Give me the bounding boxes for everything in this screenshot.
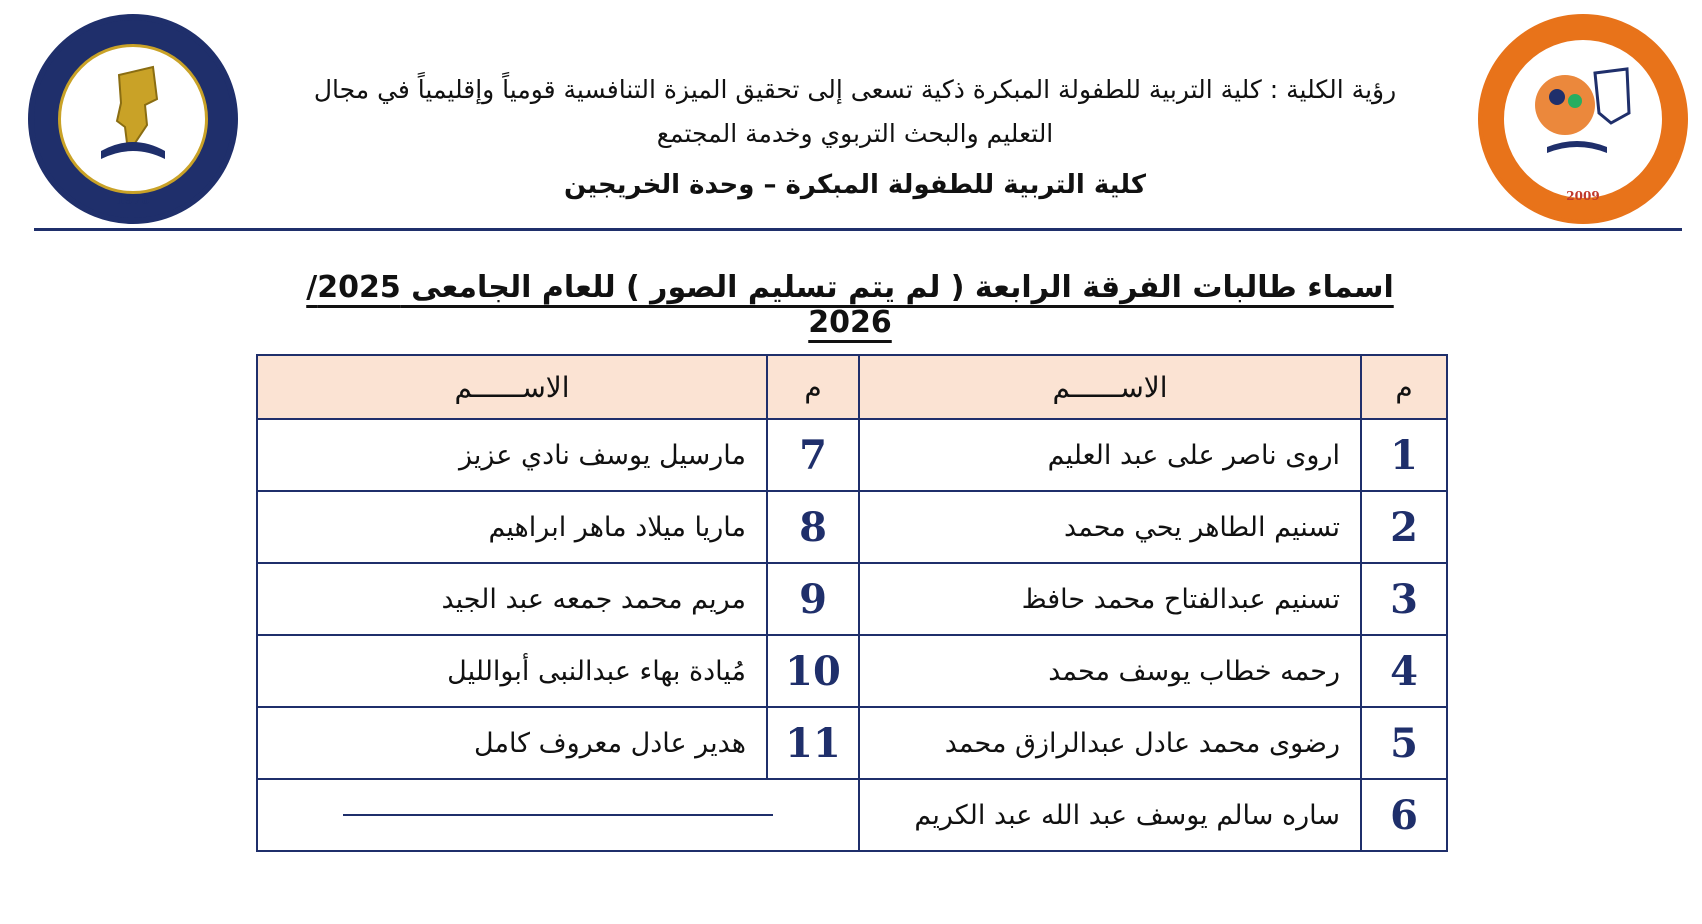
header-no-right: م xyxy=(1361,355,1447,419)
student-name: رضوى محمد عادل عبدالرازق محمد xyxy=(859,707,1361,779)
student-name: مريم محمد جمعه عبد الجيد xyxy=(257,563,767,635)
empty-cell xyxy=(257,779,859,851)
document-title: اسماء طالبات الفرقة الرابعة ( لم يتم تسليم الصور ) للعام الجامعى 2025/ 2026 xyxy=(306,270,1394,340)
row-number: 4 xyxy=(1361,635,1447,707)
student-name: تسنيم عبدالفتاح محمد حافظ xyxy=(859,563,1361,635)
vision-line-1: رؤية الكلية : كلية التربية للطفولة المبكرة ذكية تسعى إلى تحقيق الميزة التنافسية قومياً وإقليمياً في مجال xyxy=(313,75,1397,104)
founding-year: 1976 xyxy=(116,193,150,207)
header-name-left: الاســــــم xyxy=(257,355,767,419)
students-table xyxy=(256,354,1448,852)
faculty-vision xyxy=(250,68,1460,156)
row-number: 6 xyxy=(1361,779,1447,851)
vision-line-2: التعليم والبحث التربوي وخدمة المجتمع xyxy=(656,119,1054,148)
row-number: 11 xyxy=(767,707,859,779)
row-number: 10 xyxy=(767,635,859,707)
blank-line xyxy=(343,814,773,816)
student-name: اروى ناصر على عبد العليم xyxy=(859,419,1361,491)
table-header-row xyxy=(257,355,1447,419)
table-row xyxy=(257,491,1447,563)
student-name: هدير عادل معروف كامل xyxy=(257,707,767,779)
student-name: مُيادة بهاء عبدالنبى أبوالليل xyxy=(257,635,767,707)
header-name-right: الاســــــم xyxy=(859,355,1361,419)
row-number: 3 xyxy=(1361,563,1447,635)
minia-university-logo xyxy=(28,14,238,224)
children-book-icon xyxy=(1507,43,1659,195)
table-row xyxy=(257,635,1447,707)
faculty-emblem-icon xyxy=(1504,40,1662,203)
row-number: 1 xyxy=(1361,419,1447,491)
row-number: 8 xyxy=(767,491,859,563)
faculty-logo xyxy=(1478,14,1688,224)
table-row xyxy=(257,419,1447,491)
row-number: 7 xyxy=(767,419,859,491)
student-name: مارسيل يوسف نادي عزيز xyxy=(257,419,767,491)
student-name: رحمه خطاب يوسف محمد xyxy=(859,635,1361,707)
nefertiti-emblem-icon xyxy=(58,44,208,207)
header-no-left: م xyxy=(767,355,859,419)
student-name: تسنيم الطاهر يحي محمد xyxy=(859,491,1361,563)
table-row xyxy=(257,779,1447,851)
student-name: ساره سالم يوسف عبد الله عبد الكريم xyxy=(859,779,1361,851)
founding-year: 2009 xyxy=(1566,189,1600,203)
row-number: 5 xyxy=(1361,707,1447,779)
row-number: 9 xyxy=(767,563,859,635)
student-name: ماريا ميلاد ماهر ابراهيم xyxy=(257,491,767,563)
row-number: 2 xyxy=(1361,491,1447,563)
header-divider xyxy=(34,228,1682,231)
nefertiti-bust-icon xyxy=(61,47,205,191)
faculty-unit-title: كلية التربية للطفولة المبكرة – وحدة الخريجين xyxy=(563,170,1146,200)
table-row xyxy=(257,563,1447,635)
table-row xyxy=(257,707,1447,779)
